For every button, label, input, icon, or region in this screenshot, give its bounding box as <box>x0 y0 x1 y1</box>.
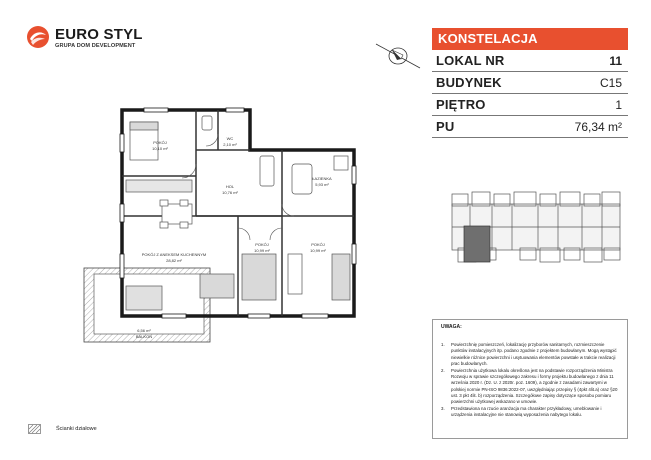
note-number: 2. <box>441 367 445 373</box>
brand-name: EURO STYL <box>55 26 143 43</box>
euro-styl-logo-icon <box>26 25 50 49</box>
info-label: BUDYNEK <box>436 75 502 90</box>
building-value: C15 <box>599 76 622 90</box>
room-name: POKÓJ Z ANEKSEM KUCHENNYM <box>141 252 207 257</box>
info-row-usable-area <box>432 116 628 138</box>
note-item <box>441 406 621 419</box>
note-number: 1. <box>441 342 445 347</box>
room-name: ŁAZIENKA <box>312 176 332 181</box>
room-name: POKÓJ <box>153 140 167 145</box>
info-label: PU <box>436 119 455 134</box>
note-text: Powierzchnię pomieszczeń, lokalizację przyborów sanitarnych, rozmieszczenie punktów instalacyjnych itp. podano zgodnie z projektem budowlanym. Mogą wystąpić niewielkie różnice powierzchni i usytuowania elementów powstałe w trakcie realizacji prac budowlanych. <box>451 342 617 366</box>
room-area: 10,76 m² <box>222 190 238 195</box>
note-number: 3. <box>441 406 445 412</box>
note-item <box>441 368 621 406</box>
note-item <box>441 342 621 367</box>
building-key-plan <box>450 190 622 272</box>
north-arrow-icon <box>370 36 426 76</box>
room-area: 5,93 m² <box>315 182 329 187</box>
room-area: 10,99 m² <box>254 248 270 253</box>
room-name: WC <box>226 136 234 141</box>
apartment-info-panel <box>432 28 628 138</box>
info-row-floor <box>432 94 628 116</box>
usable-area-value: 76,34 m² <box>574 120 622 134</box>
hatched-wall-pattern-icon <box>28 424 41 434</box>
floor-plan <box>82 104 377 344</box>
room-name: POKÓJ <box>311 242 325 247</box>
legend-label: Ścianki działowe <box>56 426 97 432</box>
brand-logo <box>26 25 146 53</box>
room-area: 28,82 m² <box>166 258 182 263</box>
floor-value: 1 <box>615 98 622 112</box>
brand-subtitle: GRUPA DOM DEVELOPMENT <box>55 43 136 49</box>
room-area: 6,56 m² <box>137 328 151 333</box>
investment-name: KONSTELACJA <box>432 28 628 50</box>
room-area: 2,10 m² <box>223 142 237 147</box>
notes-box <box>432 319 628 439</box>
room-name: POKÓJ <box>255 242 269 247</box>
room-name: HOL <box>225 184 235 189</box>
note-text: Powierzchnia użytkowa lokalu określona jest na podstawie rozporządzenia Ministra Rozwoju w sprawie szczegółowego zakresu i formy projektu budowlanego z dnia 11 września 2020 r. (Dz. U. z 2020r. poz. 1609), a zgodnie z zasadami zawartymi w polskiej normie PN-ISO 9836:2022-07, uwzględniając przepisy § (4pkt 4lit.a) oraz §20 ust. 3 pkt 4lit. b) rozporządzenia. Szczegółowe zapisy dotyczące sposobu pomiaru powierzchni użytkowej wskazano w umowie. <box>451 367 618 405</box>
room-area: 10,99 m² <box>310 248 326 253</box>
info-label: PIĘTRO <box>436 97 486 112</box>
room-area: 10,10 m² <box>152 146 168 151</box>
notes-title: UWAGA: <box>441 324 462 330</box>
info-label: LOKAL NR <box>436 53 505 68</box>
apartment-number-value: 11 <box>609 54 622 68</box>
info-row-building <box>432 72 628 94</box>
info-row-apartment-number <box>432 50 628 72</box>
room-name: BALKON <box>135 334 153 339</box>
note-text: Przedstawiona na rzucie aranżacja ma charakter przykładowy, umeblowanie i urządzenia instalacyjne nie stanowią wyposażenia nabytego lokalu. <box>451 406 602 418</box>
